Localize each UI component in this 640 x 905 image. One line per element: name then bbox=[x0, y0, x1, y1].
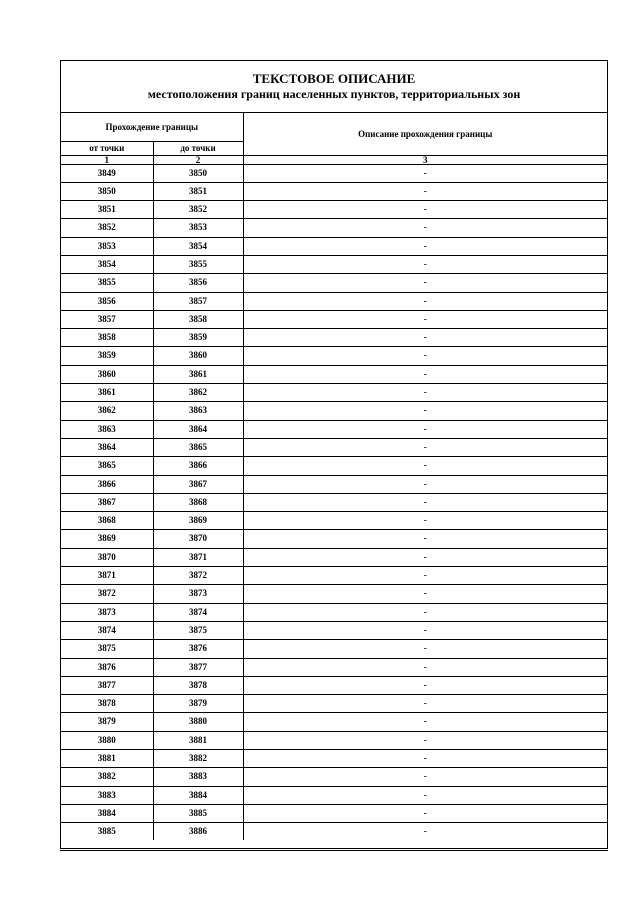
from-point-cell: 3871 bbox=[61, 567, 153, 585]
to-point-cell: 3863 bbox=[153, 402, 243, 420]
table-row bbox=[61, 695, 607, 713]
description-cell: - bbox=[243, 384, 607, 402]
to-point-cell: 3868 bbox=[153, 493, 243, 511]
table-row bbox=[61, 567, 607, 585]
to-point-cell: 3856 bbox=[153, 274, 243, 292]
from-point-cell: 3859 bbox=[61, 347, 153, 365]
table-row bbox=[61, 676, 607, 694]
to-point-cell: 3869 bbox=[153, 512, 243, 530]
to-header: до точки bbox=[153, 141, 243, 155]
from-point-cell: 3878 bbox=[61, 695, 153, 713]
from-point-cell: 3873 bbox=[61, 603, 153, 621]
to-point-cell: 3877 bbox=[153, 658, 243, 676]
table-row bbox=[61, 640, 607, 658]
from-point-cell: 3869 bbox=[61, 530, 153, 548]
description-cell: - bbox=[243, 475, 607, 493]
description-cell: - bbox=[243, 658, 607, 676]
to-point-cell: 3859 bbox=[153, 329, 243, 347]
description-cell: - bbox=[243, 603, 607, 621]
from-point-cell: 3861 bbox=[61, 384, 153, 402]
to-point-cell: 3866 bbox=[153, 457, 243, 475]
from-point-cell: 3872 bbox=[61, 585, 153, 603]
description-cell: - bbox=[243, 438, 607, 456]
description-cell: - bbox=[243, 329, 607, 347]
to-point-cell: 3864 bbox=[153, 420, 243, 438]
from-point-cell: 3865 bbox=[61, 457, 153, 475]
description-cell: - bbox=[243, 548, 607, 566]
description-cell: - bbox=[243, 402, 607, 420]
table-row bbox=[61, 310, 607, 328]
description-cell: - bbox=[243, 530, 607, 548]
from-point-cell: 3880 bbox=[61, 731, 153, 749]
table-row bbox=[61, 585, 607, 603]
to-point-cell: 3852 bbox=[153, 201, 243, 219]
from-point-cell: 3855 bbox=[61, 274, 153, 292]
description-cell: - bbox=[243, 237, 607, 255]
title-block bbox=[61, 61, 607, 113]
table-row bbox=[61, 493, 607, 511]
document-subtitle: местоположения границ населенных пунктов, территориальных зон bbox=[147, 87, 521, 101]
to-point-cell: 3871 bbox=[153, 548, 243, 566]
table-row bbox=[61, 237, 607, 255]
description-cell: - bbox=[243, 164, 607, 182]
to-point-cell: 3879 bbox=[153, 695, 243, 713]
table-row bbox=[61, 603, 607, 621]
description-cell: - bbox=[243, 695, 607, 713]
table-row bbox=[61, 475, 607, 493]
description-cell: - bbox=[243, 768, 607, 786]
description-cell: - bbox=[243, 493, 607, 511]
to-point-cell: 3886 bbox=[153, 823, 243, 841]
from-point-cell: 3868 bbox=[61, 512, 153, 530]
to-point-cell: 3870 bbox=[153, 530, 243, 548]
to-point-cell: 3873 bbox=[153, 585, 243, 603]
description-header: Описание прохождения границы bbox=[243, 113, 607, 155]
to-point-cell: 3882 bbox=[153, 750, 243, 768]
description-cell: - bbox=[243, 255, 607, 273]
from-point-cell: 3874 bbox=[61, 621, 153, 639]
description-cell: - bbox=[243, 585, 607, 603]
table-row bbox=[61, 621, 607, 639]
table-row bbox=[61, 347, 607, 365]
table-row bbox=[61, 365, 607, 383]
description-cell: - bbox=[243, 567, 607, 585]
to-point-cell: 3867 bbox=[153, 475, 243, 493]
from-point-cell: 3856 bbox=[61, 292, 153, 310]
description-cell: - bbox=[243, 750, 607, 768]
boundary-table bbox=[61, 113, 607, 840]
description-cell: - bbox=[243, 219, 607, 237]
table-row bbox=[61, 219, 607, 237]
from-point-cell: 3879 bbox=[61, 713, 153, 731]
from-point-cell: 3885 bbox=[61, 823, 153, 841]
table-row bbox=[61, 823, 607, 841]
from-point-cell: 3854 bbox=[61, 255, 153, 273]
table-row bbox=[61, 329, 607, 347]
description-cell: - bbox=[243, 713, 607, 731]
to-point-cell: 3865 bbox=[153, 438, 243, 456]
from-point-cell: 3884 bbox=[61, 804, 153, 822]
description-cell: - bbox=[243, 292, 607, 310]
table-row bbox=[61, 420, 607, 438]
from-point-cell: 3860 bbox=[61, 365, 153, 383]
from-point-cell: 3862 bbox=[61, 402, 153, 420]
description-cell: - bbox=[243, 640, 607, 658]
to-point-cell: 3853 bbox=[153, 219, 243, 237]
table-row bbox=[61, 731, 607, 749]
to-point-cell: 3872 bbox=[153, 567, 243, 585]
to-point-cell: 3854 bbox=[153, 237, 243, 255]
table-row bbox=[61, 164, 607, 182]
col-number-1: 1 bbox=[61, 155, 153, 164]
table-row bbox=[61, 274, 607, 292]
to-point-cell: 3881 bbox=[153, 731, 243, 749]
from-point-cell: 3876 bbox=[61, 658, 153, 676]
table-row bbox=[61, 750, 607, 768]
from-point-cell: 3852 bbox=[61, 219, 153, 237]
description-cell: - bbox=[243, 676, 607, 694]
to-point-cell: 3850 bbox=[153, 164, 243, 182]
to-point-cell: 3862 bbox=[153, 384, 243, 402]
description-cell: - bbox=[243, 347, 607, 365]
to-point-cell: 3883 bbox=[153, 768, 243, 786]
description-cell: - bbox=[243, 731, 607, 749]
table-row bbox=[61, 438, 607, 456]
table-row bbox=[61, 512, 607, 530]
from-point-cell: 3849 bbox=[61, 164, 153, 182]
table-row bbox=[61, 402, 607, 420]
from-point-cell: 3851 bbox=[61, 201, 153, 219]
from-point-cell: 3882 bbox=[61, 768, 153, 786]
from-point-cell: 3881 bbox=[61, 750, 153, 768]
table-row bbox=[61, 384, 607, 402]
description-cell: - bbox=[243, 201, 607, 219]
table-row bbox=[61, 182, 607, 200]
to-point-cell: 3875 bbox=[153, 621, 243, 639]
table-row bbox=[61, 713, 607, 731]
table-row bbox=[61, 658, 607, 676]
from-point-cell: 3883 bbox=[61, 786, 153, 804]
description-cell: - bbox=[243, 274, 607, 292]
col-number-3: 3 bbox=[243, 155, 607, 164]
table-row bbox=[61, 548, 607, 566]
to-point-cell: 3878 bbox=[153, 676, 243, 694]
to-point-cell: 3874 bbox=[153, 603, 243, 621]
description-cell: - bbox=[243, 457, 607, 475]
table-body bbox=[61, 164, 607, 840]
col-number-2: 2 bbox=[153, 155, 243, 164]
table-row bbox=[61, 201, 607, 219]
from-point-cell: 3866 bbox=[61, 475, 153, 493]
to-point-cell: 3855 bbox=[153, 255, 243, 273]
table-row bbox=[61, 768, 607, 786]
from-point-cell: 3867 bbox=[61, 493, 153, 511]
to-point-cell: 3861 bbox=[153, 365, 243, 383]
document-title: ТЕКСТОВОЕ ОПИСАНИЕ bbox=[252, 71, 416, 86]
to-point-cell: 3858 bbox=[153, 310, 243, 328]
description-cell: - bbox=[243, 420, 607, 438]
table-row bbox=[61, 255, 607, 273]
from-point-cell: 3877 bbox=[61, 676, 153, 694]
to-point-cell: 3860 bbox=[153, 347, 243, 365]
table-row bbox=[61, 292, 607, 310]
table-row bbox=[61, 457, 607, 475]
to-point-cell: 3884 bbox=[153, 786, 243, 804]
from-point-cell: 3857 bbox=[61, 310, 153, 328]
from-point-cell: 3870 bbox=[61, 548, 153, 566]
from-point-cell: 3875 bbox=[61, 640, 153, 658]
to-point-cell: 3876 bbox=[153, 640, 243, 658]
from-point-cell: 3858 bbox=[61, 329, 153, 347]
from-point-cell: 3853 bbox=[61, 237, 153, 255]
group-header: Прохождение границы bbox=[61, 113, 243, 141]
table-row bbox=[61, 530, 607, 548]
table-row bbox=[61, 804, 607, 822]
to-point-cell: 3857 bbox=[153, 292, 243, 310]
document-frame bbox=[60, 60, 608, 849]
from-header: от точки bbox=[61, 141, 153, 155]
from-point-cell: 3850 bbox=[61, 182, 153, 200]
description-cell: - bbox=[243, 182, 607, 200]
description-cell: - bbox=[243, 512, 607, 530]
description-cell: - bbox=[243, 365, 607, 383]
description-cell: - bbox=[243, 786, 607, 804]
description-cell: - bbox=[243, 823, 607, 841]
to-point-cell: 3851 bbox=[153, 182, 243, 200]
from-point-cell: 3864 bbox=[61, 438, 153, 456]
table-row bbox=[61, 786, 607, 804]
description-cell: - bbox=[243, 621, 607, 639]
description-cell: - bbox=[243, 310, 607, 328]
description-cell: - bbox=[243, 804, 607, 822]
to-point-cell: 3880 bbox=[153, 713, 243, 731]
to-point-cell: 3885 bbox=[153, 804, 243, 822]
from-point-cell: 3863 bbox=[61, 420, 153, 438]
